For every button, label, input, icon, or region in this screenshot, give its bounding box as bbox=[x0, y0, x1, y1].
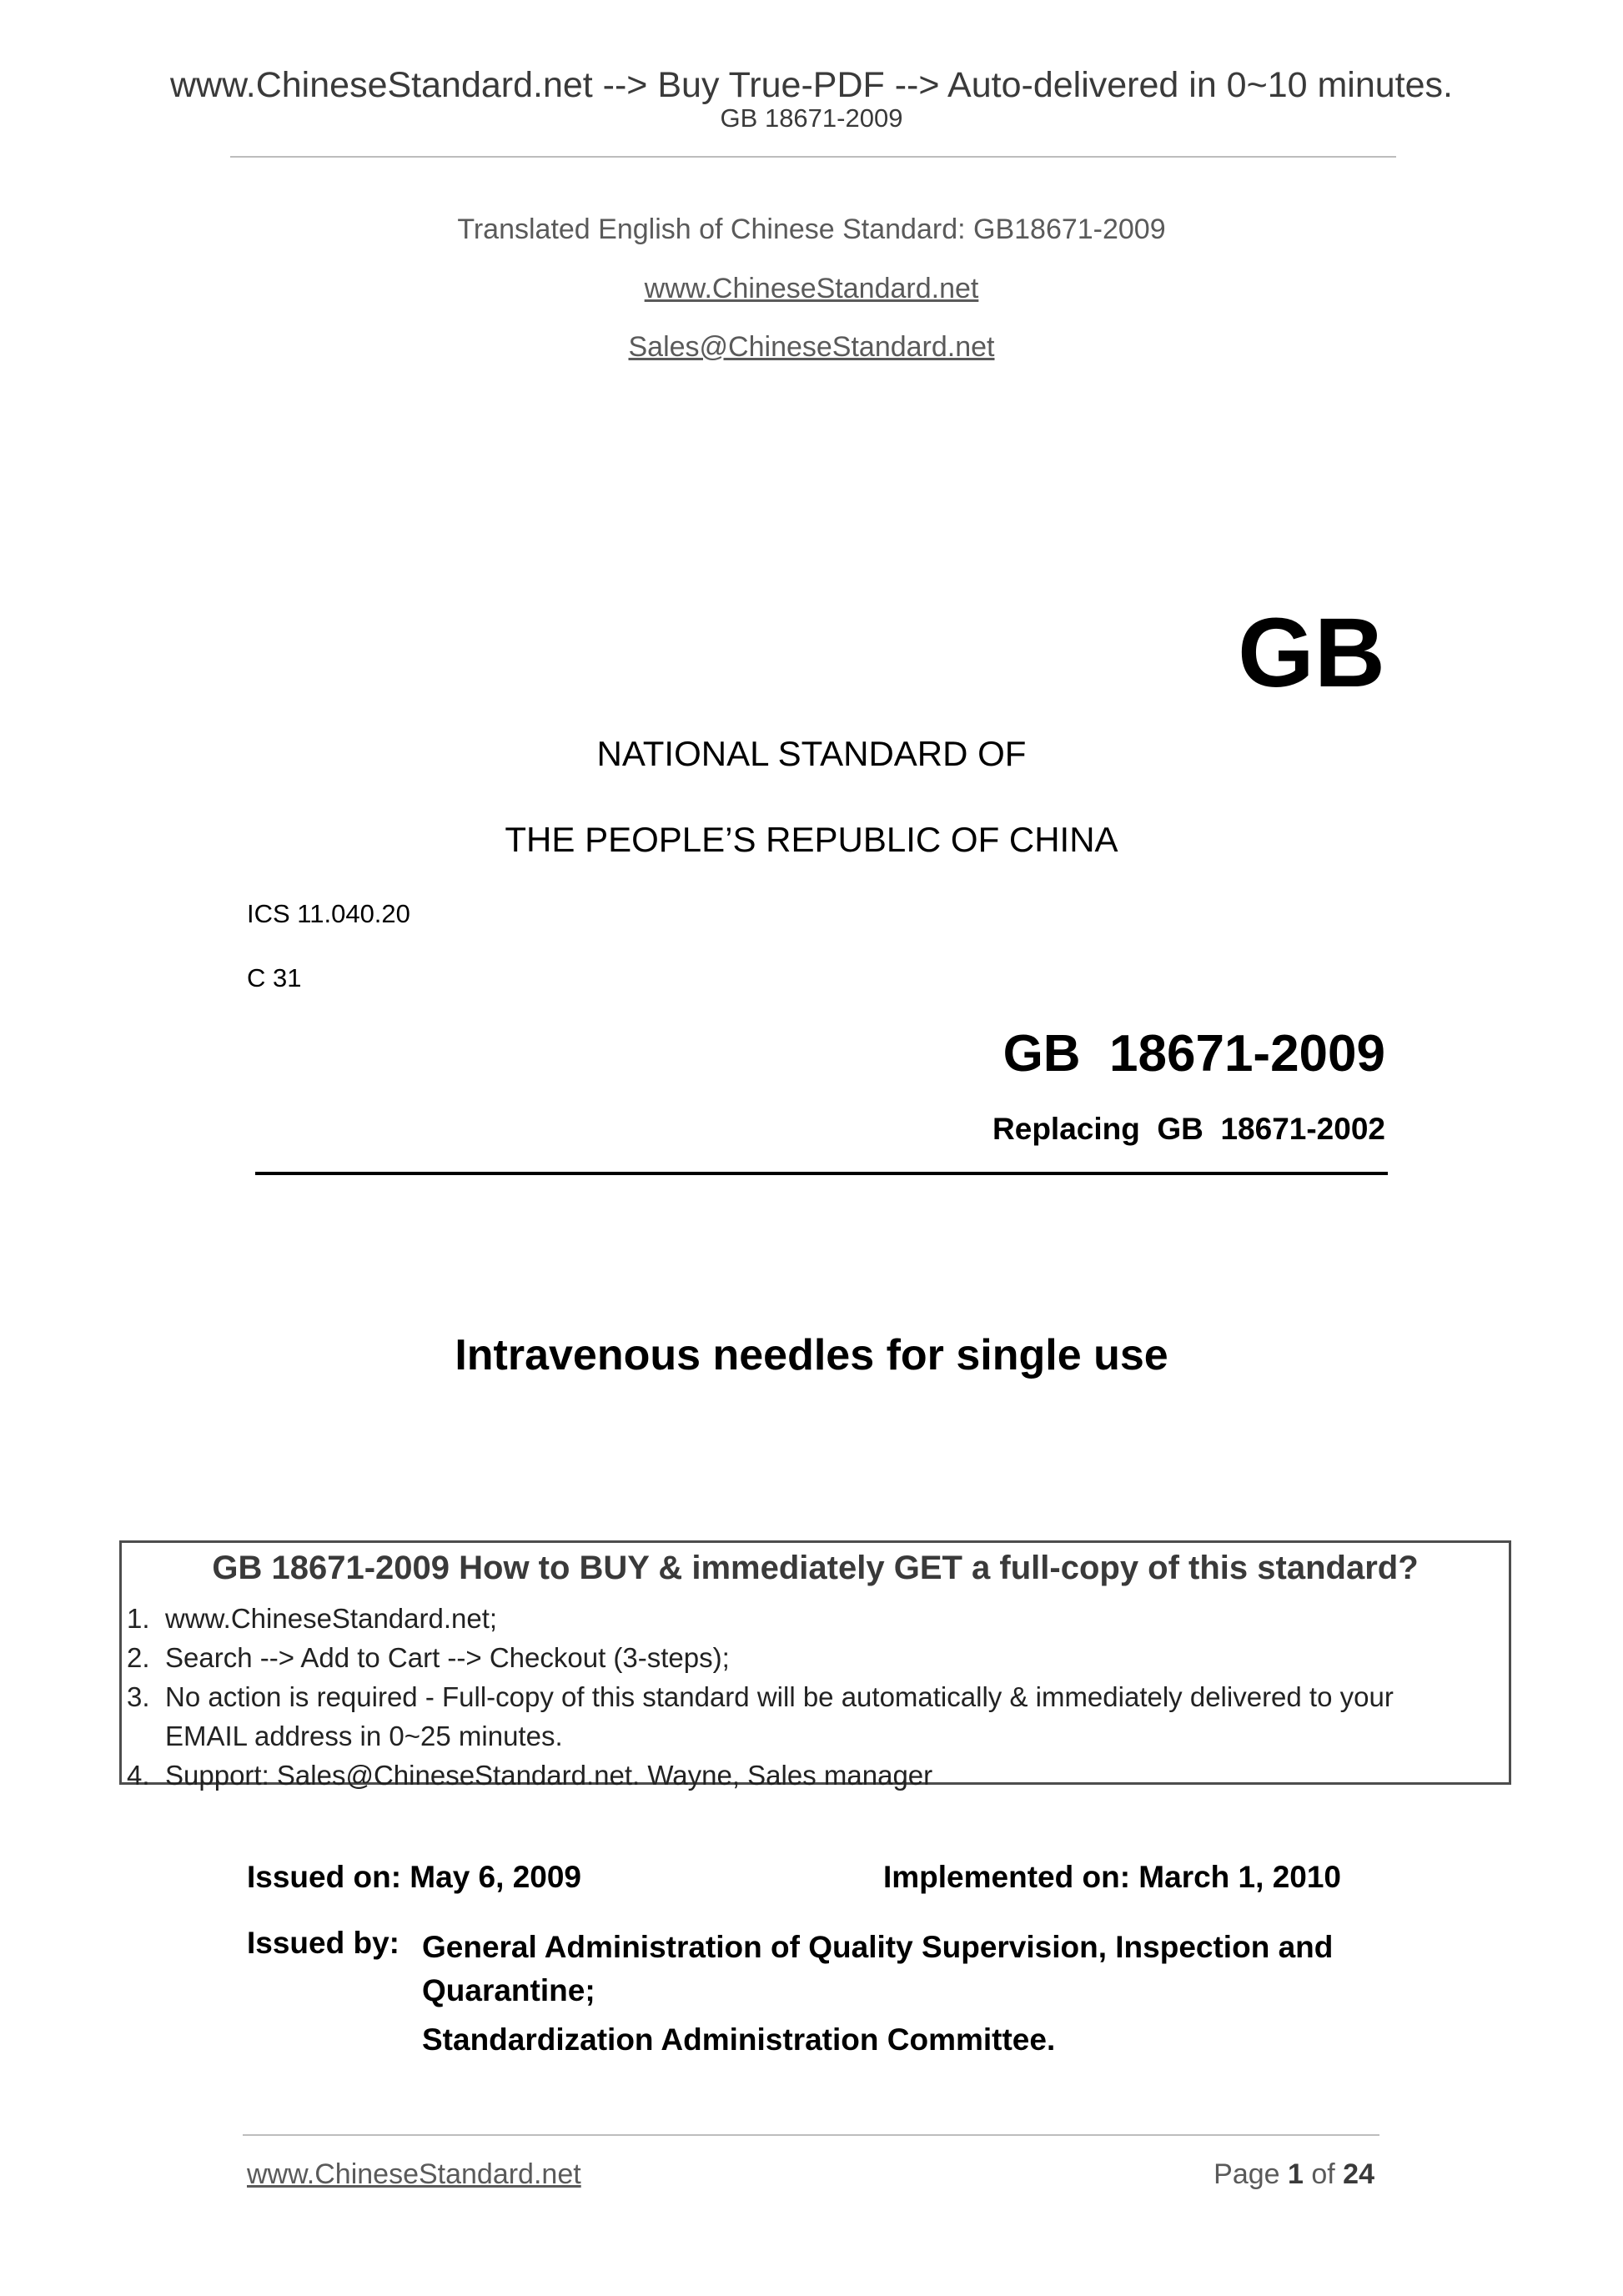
issuing-authority-1: General Administration of Quality Supervision, Inspection and Quarantine; bbox=[422, 1930, 1334, 2007]
page-current: 1 bbox=[1288, 2158, 1304, 2190]
page-total: 24 bbox=[1343, 2158, 1374, 2190]
gb-mark: GB bbox=[1238, 598, 1385, 708]
standard-divider bbox=[255, 1172, 1388, 1175]
buy-step-number: 1. bbox=[127, 1603, 150, 1634]
buy-step-number: 2. bbox=[127, 1642, 150, 1673]
page-of: of bbox=[1303, 2158, 1344, 2190]
header-banner: www.ChineseStandard.net --> Buy True-PDF --> Auto-delivered in 0~10 minutes. bbox=[169, 65, 1453, 105]
buy-step-text: www.ChineseStandard.net; bbox=[165, 1603, 498, 1634]
header-standard-number: GB 18671-2009 bbox=[720, 103, 903, 133]
header-divider bbox=[230, 156, 1396, 158]
buy-step bbox=[127, 1677, 1466, 1756]
page-prefix: Page bbox=[1213, 2158, 1288, 2190]
issued-by-label: Issued by: bbox=[247, 1926, 399, 1960]
standard-number: GB 18671-2009 bbox=[1002, 1025, 1385, 1083]
buy-step-text: Search --> Add to Cart --> Checkout (3-steps); bbox=[165, 1642, 730, 1673]
replacing-standard: Replacing GB 18671-2002 bbox=[992, 1112, 1385, 1146]
buy-step-number: 4. bbox=[127, 1760, 150, 1791]
issuing-authority-2: Standardization Administration Committee. bbox=[422, 2022, 1056, 2057]
website-link-row bbox=[0, 273, 1623, 305]
email-link[interactable]: Sales@ChineseStandard.net bbox=[628, 331, 995, 363]
buy-step-text: Support: Sales@ChineseStandard.net. Wayne, Sales manager bbox=[165, 1760, 933, 1791]
buy-step-text: No action is required - Full-copy of this standard will be automatically & immediately delivered to your EMAIL address in 0~25 minutes. bbox=[165, 1681, 1394, 1751]
buy-step bbox=[127, 1599, 1466, 1638]
website-link[interactable]: www.ChineseStandard.net bbox=[644, 273, 979, 304]
buy-step bbox=[127, 1638, 1466, 1677]
buy-step-number: 3. bbox=[127, 1681, 150, 1712]
national-standard-line2: THE PEOPLE’S REPUBLIC OF CHINA bbox=[505, 820, 1118, 859]
footer-website-link[interactable]: www.ChineseStandard.net bbox=[247, 2158, 581, 2190]
email-link-row bbox=[0, 331, 1623, 364]
footer-divider bbox=[243, 2134, 1379, 2136]
buy-box-title: GB 18671-2009 How to BUY & immediately GET a full-copy of this standard? bbox=[212, 1550, 1419, 1586]
document-title: Intravenous needles for single use bbox=[455, 1331, 1168, 1379]
implemented-on: Implemented on: March 1, 2010 bbox=[883, 1860, 1342, 1894]
issued-on: Issued on: May 6, 2009 bbox=[247, 1860, 582, 1894]
ccs-code: C 31 bbox=[247, 963, 302, 992]
buy-instructions-box bbox=[119, 1540, 1511, 1791]
national-standard-line1: NATIONAL STANDARD OF bbox=[596, 734, 1027, 773]
translated-note: Translated English of Chinese Standard: GB18671-2009 bbox=[457, 214, 1166, 245]
ics-code: ICS 11.040.20 bbox=[247, 899, 410, 928]
buy-step bbox=[127, 1756, 1466, 1795]
buy-steps-list bbox=[127, 1599, 1466, 1795]
page-indicator bbox=[1213, 2158, 1374, 2191]
